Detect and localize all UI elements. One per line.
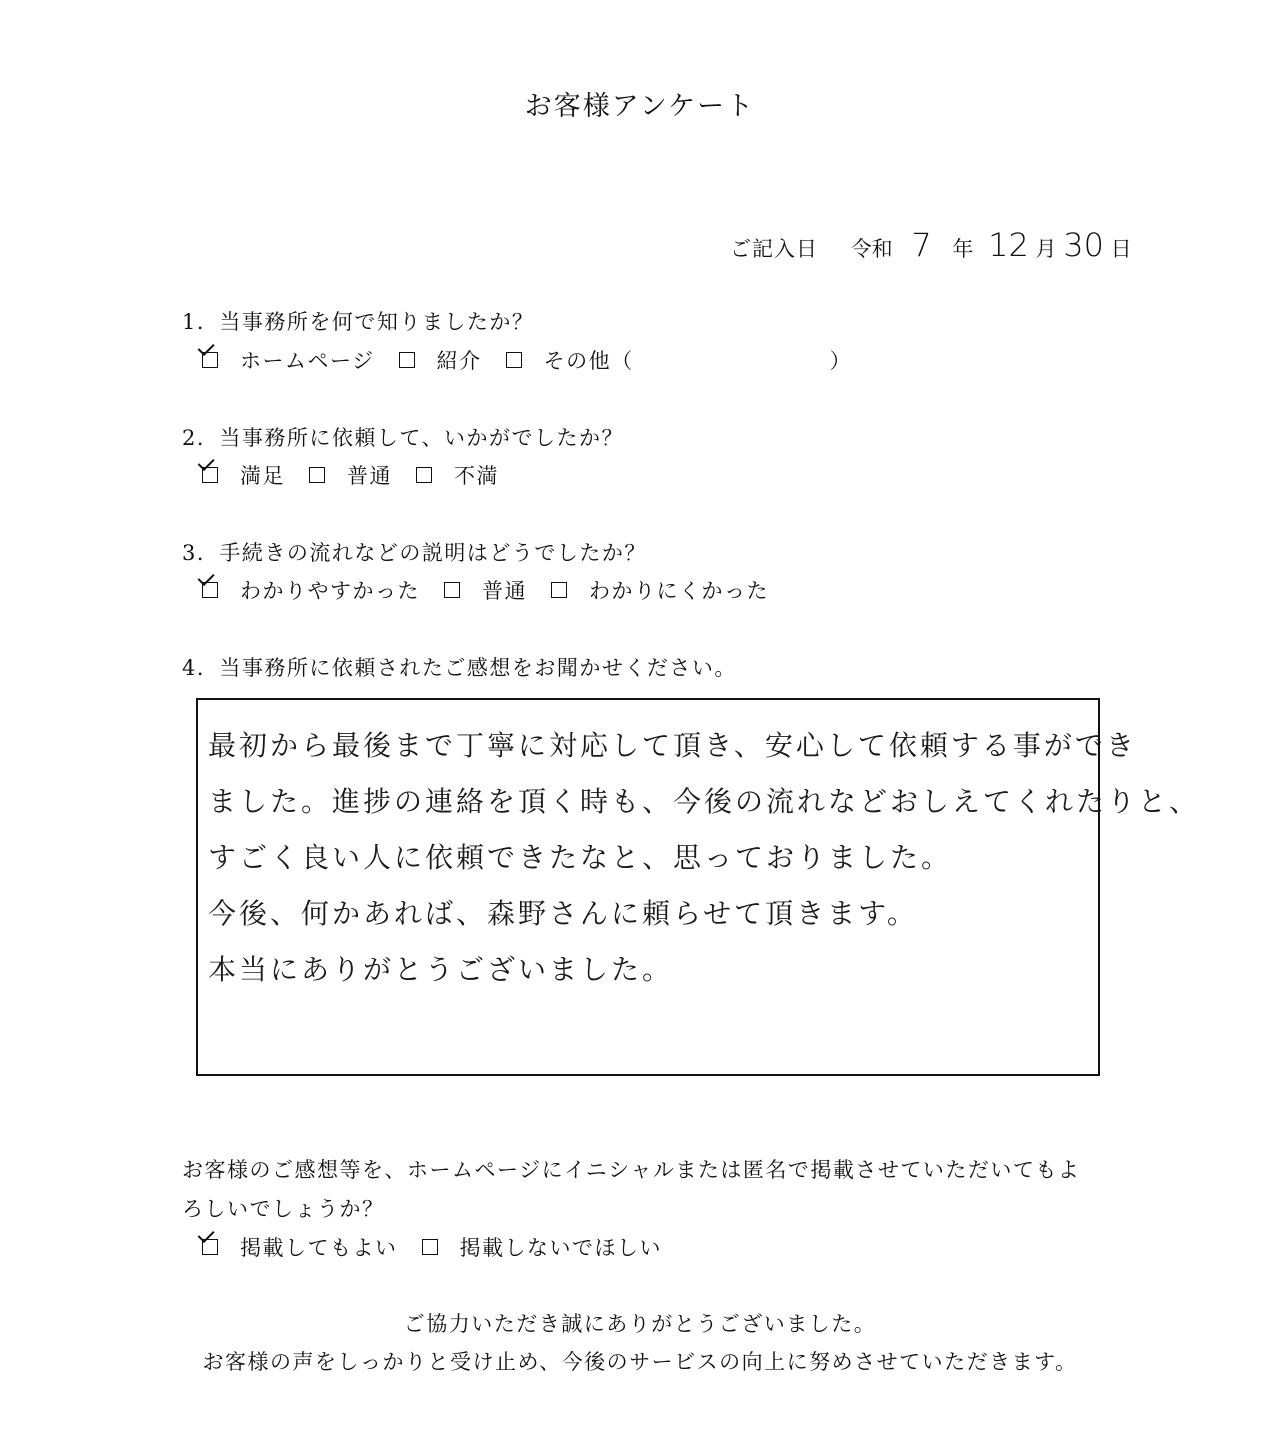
comment-line: 最初から最後まで丁寧に対応して頂き、安心して依頼する事ができ (208, 729, 1137, 762)
question-3-options (202, 575, 793, 605)
footer-thanks: ご協力いただき誠にありがとうございました。 (403, 1312, 877, 1336)
question-2: 2．当事務所に依頼して、いかがでしたか？ (182, 426, 624, 450)
option-label: 満足 (240, 464, 285, 488)
option-label: 普通 (482, 579, 527, 603)
option-label: 紹介 (436, 349, 482, 373)
checkbox[interactable] (399, 352, 415, 368)
year-unit: 年 (952, 237, 974, 261)
checked-checkbox[interactable] (202, 467, 218, 483)
option-dissatisfied[interactable] (416, 460, 499, 490)
date-label: ご記入日 (730, 237, 818, 261)
question-1-options (202, 345, 876, 375)
page-title: お客様アンケート (524, 91, 756, 122)
option-referral[interactable] (399, 345, 482, 375)
question-4: 4．当事務所に依頼されたご感想をお聞かせください。 (182, 656, 737, 680)
month-unit: 月 (1035, 237, 1057, 261)
other-close-paren: ） (829, 349, 853, 373)
footer-message: お客様の声をしっかりと受け止め、今後のサービスの向上に努めさせていただきます。 (202, 1350, 1078, 1374)
checked-checkbox[interactable] (202, 582, 218, 598)
checkbox[interactable] (551, 582, 567, 598)
option-label: わかりにくかった (589, 579, 769, 603)
comment-line: 本当にありがとうございました。 (208, 953, 674, 986)
option-label: ホームページ (240, 349, 375, 373)
day-unit: 日 (1110, 237, 1132, 261)
option-normal[interactable] (444, 575, 527, 605)
checkbox[interactable] (309, 467, 325, 483)
question-2-options (202, 460, 523, 490)
date-day-field[interactable]: 30 (1063, 226, 1104, 264)
option-hard[interactable] (551, 575, 769, 605)
checkbox[interactable] (416, 467, 432, 483)
checkbox[interactable] (444, 582, 460, 598)
question-3: 3．手続きの流れなどの説明はどうでしたか？ (182, 541, 647, 565)
option-label: わかりやすかった (240, 579, 420, 603)
comment-textarea[interactable] (196, 698, 1201, 1076)
option-satisfied[interactable] (202, 460, 285, 490)
option-allow-publish[interactable] (202, 1232, 398, 1262)
option-easy[interactable] (202, 575, 420, 605)
date-year-field[interactable]: 7 (911, 226, 932, 264)
option-label: 掲載してもよい (240, 1236, 398, 1260)
publish-question-line2: ろしいでしょうか？ (182, 1197, 385, 1221)
option-label: 不満 (454, 464, 499, 488)
option-homepage[interactable] (202, 345, 375, 375)
checked-checkbox[interactable] (202, 352, 218, 368)
option-label: 掲載しないでほしい (459, 1236, 662, 1260)
comment-line: すごく良い人に依頼できたなと、思っておりました。 (208, 841, 953, 874)
checkbox[interactable] (422, 1239, 438, 1255)
publish-options (202, 1232, 686, 1262)
date-month-field[interactable]: 12 (988, 226, 1029, 264)
option-normal[interactable] (309, 460, 392, 490)
option-other[interactable] (506, 345, 853, 375)
option-label: その他（ (543, 349, 634, 373)
checked-checkbox[interactable] (202, 1239, 218, 1255)
question-1: 1．当事務所を何で知りましたか？ (182, 310, 535, 334)
checkbox[interactable] (506, 352, 522, 368)
option-label: 普通 (347, 464, 392, 488)
era-label: 令和 (850, 237, 893, 261)
option-deny-publish[interactable] (422, 1232, 663, 1262)
comment-line: 今後、何かあれば、森野さんに頼らせて頂きます。 (208, 897, 918, 930)
date-row (730, 226, 1132, 264)
publish-question-line1: お客様のご感想等を、ホームページにイニシャルまたは匿名で掲載させていただいてもよ (182, 1158, 1081, 1182)
comment-line: ました。進捗の連絡を頂く時も、今後の流れなどおしえてくれたりと、 (208, 785, 1201, 818)
